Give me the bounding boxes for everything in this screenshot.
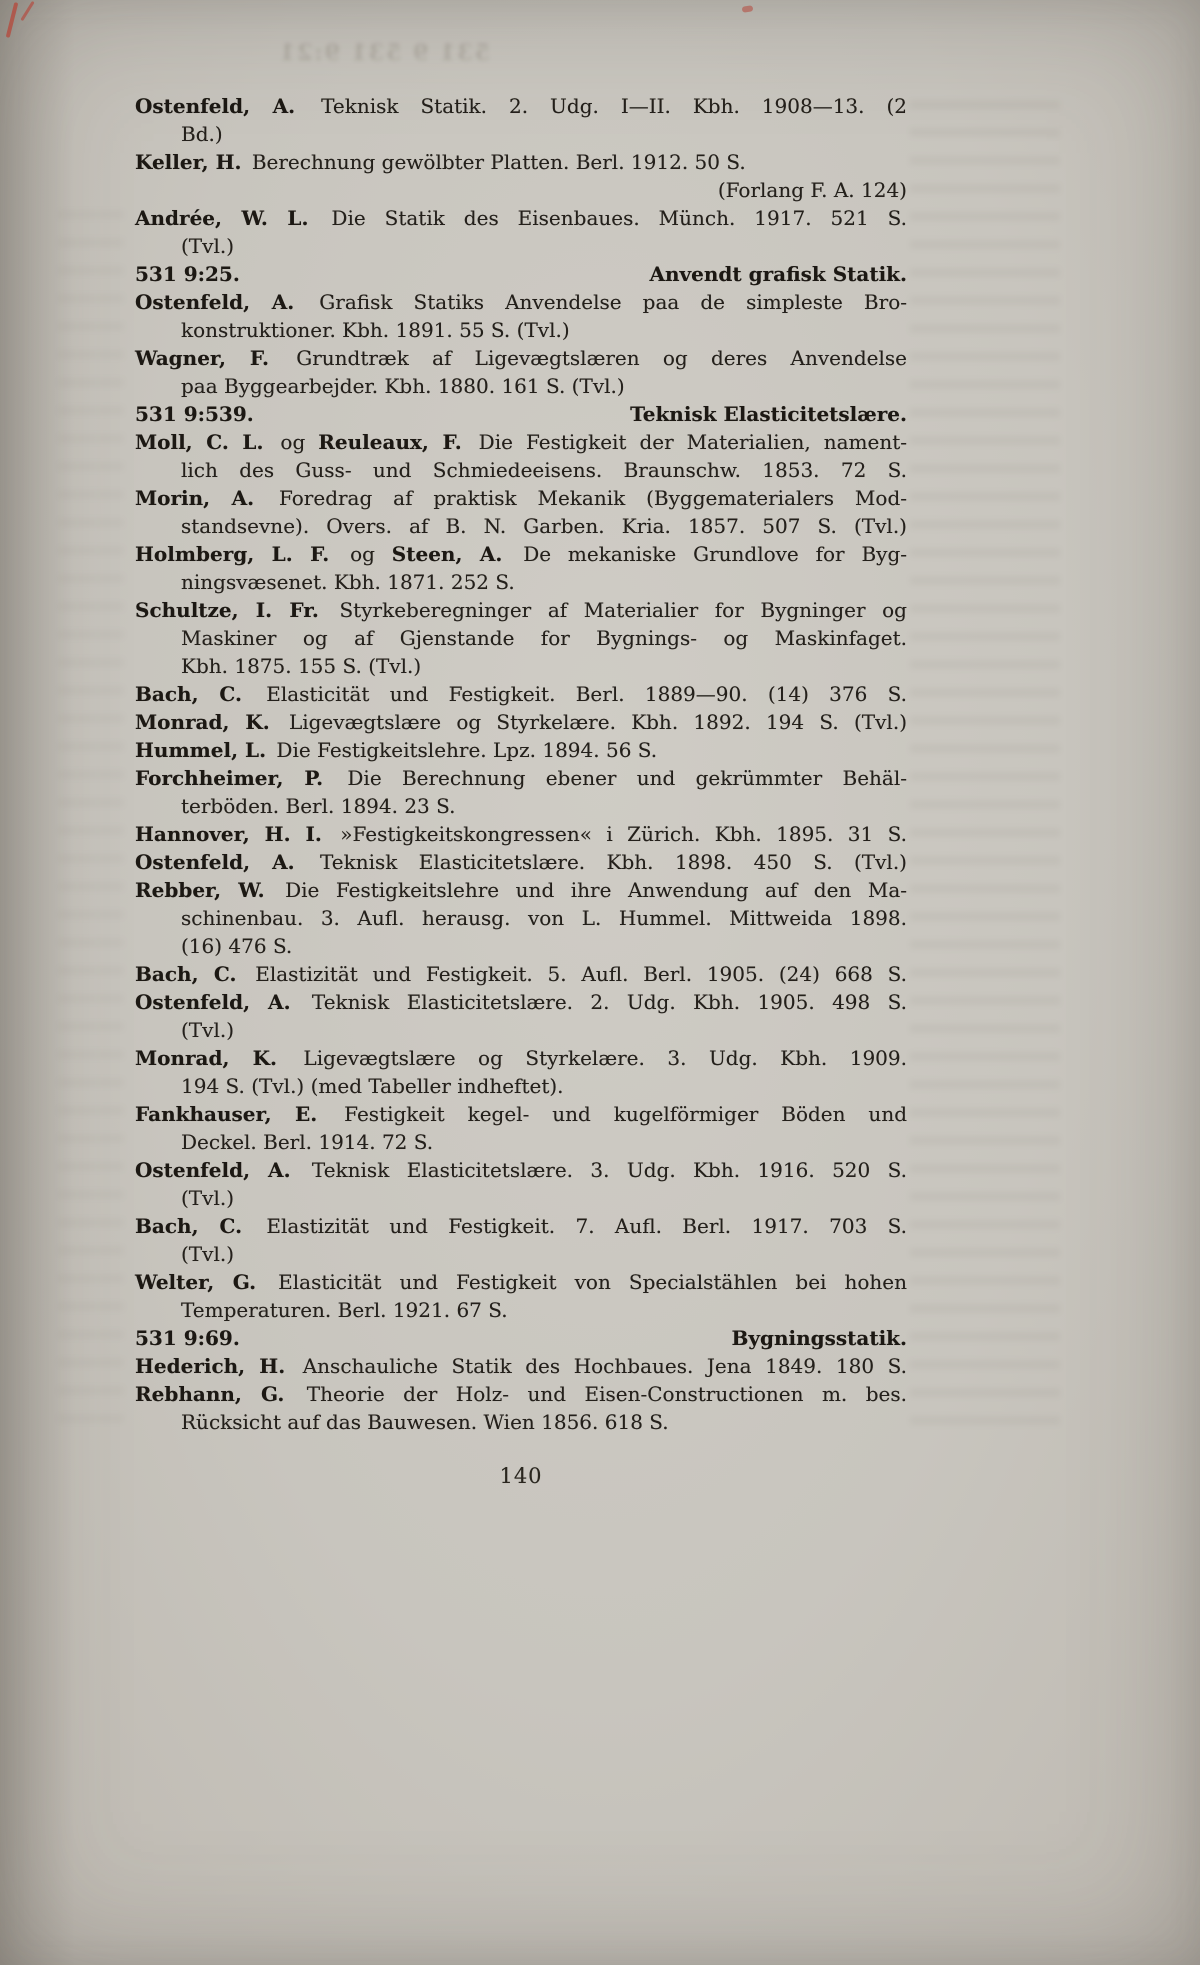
bib-line bbox=[135, 1408, 907, 1436]
author-name: Fankhauser, E. bbox=[135, 1102, 318, 1126]
entry-text: (Tvl.) bbox=[181, 1018, 234, 1042]
bib-line bbox=[135, 904, 907, 932]
bib-line bbox=[135, 540, 907, 568]
entry-text: Kbh. 1875. 155 S. (Tvl.) bbox=[181, 654, 422, 678]
bib-line bbox=[135, 736, 907, 764]
entry-text: ningsvæsenet. Kbh. 1871. 252 S. bbox=[181, 570, 515, 594]
entry-text: Die Festigkeitslehre und ihre Anwendung auf den Ma- bbox=[268, 878, 907, 902]
entry-text: De mekaniske Grundlove for Byg- bbox=[506, 542, 908, 566]
entry-text: Maskiner og af Gjenstande for Bygnings- og Maskinfaget. bbox=[181, 626, 907, 650]
entry-text: og bbox=[267, 430, 319, 454]
bib-line bbox=[135, 1044, 907, 1072]
author-name: Holmberg, L. F. bbox=[135, 542, 330, 566]
author-name: Morin, A. bbox=[135, 486, 255, 510]
entry-text: (Tvl.) bbox=[181, 1242, 234, 1266]
bib-line bbox=[135, 456, 907, 484]
author-name: Ostenfeld, A. bbox=[135, 1158, 291, 1182]
entry-text: Grafisk Statiks Anvendelse paa de simpleste Bro- bbox=[298, 290, 907, 314]
entry-text: Berechnung gewölbter Platten. Berl. 1912. 50 S. bbox=[245, 150, 746, 174]
author-name: Schultze, I. Fr. bbox=[135, 598, 319, 622]
author-name: Rebhann, G. bbox=[135, 1382, 285, 1406]
entry-text: 194 S. (Tvl.) (med Tabeller indheftet). bbox=[181, 1074, 564, 1098]
bib-line bbox=[135, 372, 907, 400]
bib-line bbox=[135, 1268, 907, 1296]
entry-text: Anschauliche Statik des Hochbaues. Jena 1849. 180 S. bbox=[289, 1354, 907, 1378]
bleed-through-left-column bbox=[58, 210, 124, 1440]
entry-text: Theorie der Holz- und Eisen-Constructionen m. bes. bbox=[288, 1382, 908, 1406]
entry-text: »Festigkeitskongressen« i Zürich. Kbh. 1895. 31 S. bbox=[325, 822, 907, 846]
pen-mark bbox=[742, 5, 754, 12]
author-name: Keller, H. bbox=[135, 150, 242, 174]
entry-text: Elastizität und Festigkeit. 7. Aufl. Berl. 1917. 703 S. bbox=[246, 1214, 907, 1238]
bib-line bbox=[135, 1128, 907, 1156]
section-code: 531 9:539. bbox=[135, 402, 254, 426]
entry-text: paa Byggearbejder. Kbh. 1880. 161 S. (Tvl.) bbox=[181, 374, 625, 398]
entry-text: konstruktioner. Kbh. 1891. 55 S. (Tvl.) bbox=[181, 318, 570, 342]
author-name: Rebber, W. bbox=[135, 878, 265, 902]
pen-mark bbox=[20, 1, 34, 21]
bib-line bbox=[135, 876, 907, 904]
section-title: Teknisk Elasticitetslære. bbox=[630, 402, 907, 426]
bib-line bbox=[135, 204, 907, 232]
entry-text: Ligevægtslære og Styrkelære. 3. Udg. Kbh. 1909. bbox=[280, 1046, 907, 1070]
bib-line bbox=[135, 484, 907, 512]
author-name: Monrad, K. bbox=[135, 1046, 277, 1070]
bib-line bbox=[135, 1212, 907, 1240]
author-name: Ostenfeld, A. bbox=[135, 850, 295, 874]
bib-line bbox=[135, 792, 907, 820]
section-header-row bbox=[135, 260, 907, 288]
author-name: Monrad, K. bbox=[135, 710, 270, 734]
bib-line bbox=[135, 316, 907, 344]
entry-text: Styrkeberegninger af Materialier for Bygninger og bbox=[322, 598, 907, 622]
bib-line bbox=[135, 148, 907, 176]
entry-text: Teknisk Elasticitetslære. 3. Udg. Kbh. 1916. 520 S. bbox=[294, 1158, 907, 1182]
entry-text: Temperaturen. Berl. 1921. 67 S. bbox=[181, 1298, 508, 1322]
entry-text: (Forlang F. A. 124) bbox=[717, 178, 907, 202]
entry-text: Die Festigkeitslehre. Lpz. 1894. 56 S. bbox=[270, 738, 658, 762]
section-code: 531 9:25. bbox=[135, 262, 240, 286]
bleed-through-right-column bbox=[910, 100, 1060, 1430]
author-name: Forchheimer, P. bbox=[135, 766, 324, 790]
author-name: Bach, C. bbox=[135, 1214, 243, 1238]
author-name: Andrée, W. L. bbox=[135, 206, 309, 230]
author-name: Hederich, H. bbox=[135, 1354, 286, 1378]
author-name: Welter, G. bbox=[135, 1270, 257, 1294]
bib-line bbox=[135, 1296, 907, 1324]
entry-text: Foredrag af praktisk Mekanik (Byggematerialers Mod- bbox=[258, 486, 908, 510]
bib-line bbox=[135, 428, 907, 456]
entry-text: (16) 476 S. bbox=[181, 934, 293, 958]
bib-line bbox=[135, 960, 907, 988]
bib-line bbox=[135, 1156, 907, 1184]
entry-text: Elasticität und Festigkeit. Berl. 1889—90. (14) 376 S. bbox=[245, 682, 907, 706]
bib-line bbox=[135, 1184, 907, 1212]
bib-line bbox=[135, 764, 907, 792]
entry-text: Elasticität und Festigkeit von Specialstählen bei hohen bbox=[260, 1270, 907, 1294]
entry-text: Teknisk Elasticitetslære. 2. Udg. Kbh. 1905. 498 S. bbox=[294, 990, 907, 1014]
entry-text: Teknisk Statik. 2. Udg. I—II. Kbh. 1908—13. (2 bbox=[299, 94, 907, 118]
author-name: Steen, A. bbox=[391, 542, 503, 566]
author-name: Moll, C. L. bbox=[135, 430, 264, 454]
entry-text: schinenbau. 3. Aufl. herausg. von L. Hummel. Mittweida 1898. bbox=[181, 906, 907, 930]
bib-line bbox=[135, 568, 907, 596]
author-name: Bach, C. bbox=[135, 682, 242, 706]
author-name: Hannover, H. I. bbox=[135, 822, 322, 846]
author-name: Ostenfeld, A. bbox=[135, 990, 291, 1014]
bib-line bbox=[135, 1352, 907, 1380]
entry-text: lich des Guss- und Schmiedeeisens. Braunschw. 1853. 72 S. bbox=[181, 458, 907, 482]
bib-line bbox=[135, 624, 907, 652]
bib-line bbox=[135, 344, 907, 372]
bib-line bbox=[135, 848, 907, 876]
entry-text: Die Berechnung ebener und gekrümmter Behäl- bbox=[327, 766, 907, 790]
section-header-row bbox=[135, 400, 907, 428]
bib-line bbox=[135, 232, 907, 260]
section-title: Bygningsstatik. bbox=[731, 1326, 907, 1350]
author-name: Ostenfeld, A. bbox=[135, 290, 295, 314]
bib-line bbox=[135, 652, 907, 680]
bib-line bbox=[135, 512, 907, 540]
entry-text: standsevne). Overs. af B. N. Garben. Kria. 1857. 507 S. (Tvl.) bbox=[181, 514, 907, 538]
author-name: Hummel, L. bbox=[135, 738, 267, 762]
author-name: Reuleaux, F. bbox=[318, 430, 462, 454]
author-name: Bach, C. bbox=[135, 962, 237, 986]
entry-text: Ligevægtslære og Styrkelære. Kbh. 1892. 194 S. (Tvl.) bbox=[273, 710, 907, 734]
entry-text: Teknisk Elasticitetslære. Kbh. 1898. 450 S. (Tvl.) bbox=[298, 850, 907, 874]
entry-text: (Tvl.) bbox=[181, 234, 234, 258]
entry-text: Grundtræk af Ligevægtslæren og deres Anvendelse bbox=[272, 346, 907, 370]
bib-line bbox=[135, 1380, 907, 1408]
bib-line bbox=[135, 288, 907, 316]
section-title: Anvendt grafisk Statik. bbox=[649, 262, 907, 286]
entry-text: (Tvl.) bbox=[181, 1186, 234, 1210]
bib-line bbox=[135, 92, 907, 120]
entry-text: og bbox=[333, 542, 392, 566]
entry-text: Die Statik des Eisenbaues. Münch. 1917. 521 S. bbox=[312, 206, 907, 230]
bib-line bbox=[135, 932, 907, 960]
section-code: 531 9:69. bbox=[135, 1326, 240, 1350]
section-header-row bbox=[135, 1324, 907, 1352]
bib-line bbox=[135, 1240, 907, 1268]
bib-line bbox=[135, 988, 907, 1016]
entry-text: Die Festigkeit der Materialien, nament- bbox=[465, 430, 907, 454]
entry-text: Deckel. Berl. 1914. 72 S. bbox=[181, 1130, 434, 1154]
bib-line bbox=[135, 1016, 907, 1044]
bib-line bbox=[135, 820, 907, 848]
bib-line bbox=[135, 1100, 907, 1128]
pen-mark bbox=[6, 2, 19, 38]
text-block bbox=[135, 92, 907, 1490]
author-name: Wagner, F. bbox=[135, 346, 269, 370]
bib-line bbox=[135, 708, 907, 736]
entry-text: Elastizität und Festigkeit. 5. Aufl. Berl. 1905. (24) 668 S. bbox=[240, 962, 907, 986]
page-number: 140 bbox=[499, 1464, 543, 1488]
author-name: Ostenfeld, A. bbox=[135, 94, 296, 118]
entry-text: Rücksicht auf das Bauwesen. Wien 1856. 618 S. bbox=[181, 1410, 669, 1434]
bleed-through-text: 531 9 531 9:21 bbox=[277, 40, 490, 66]
entry-text: terböden. Berl. 1894. 23 S. bbox=[181, 794, 456, 818]
entry-text: Bd.) bbox=[181, 122, 223, 146]
bib-line bbox=[135, 680, 907, 708]
bib-line bbox=[135, 176, 907, 204]
bib-line bbox=[135, 596, 907, 624]
bib-line bbox=[135, 120, 907, 148]
bib-line bbox=[135, 1072, 907, 1100]
entry-text: Festigkeit kegel- und kugelförmiger Böden und bbox=[321, 1102, 908, 1126]
